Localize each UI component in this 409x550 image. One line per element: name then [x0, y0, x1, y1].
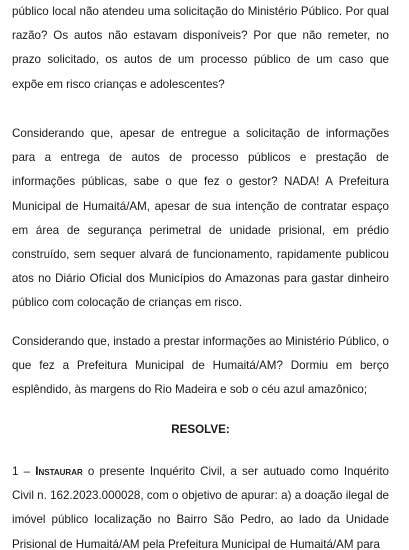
paragraph-3: Considerando que, instado a prestar informações ao Ministério Público, o que fez a Prefeitura Municipal de Humaitá/AM? Dormiu em berço esplêndido, às margens do Rio Madeira e sob o céu azul amazônico;	[12, 335, 390, 397]
paragraph-1: público local não atendeu uma solicitação do Ministério Público. Por qual razão? Os autos não estavam disponíveis? Por que não remeter, no prazo solicitado, os autos de um processo público de um caso que expõe em risco crianças e adolescentes?	[12, 5, 389, 91]
paragraph-2: Considerando que, apesar de entregue a solicitação de informações para a entrega de autos de processo públicos e prestação de informações públicas, sabe o que fez o gestor? NADA! A Prefeitura Municipal de Humaitá/AM, apesar de sua intenção de contratar espaço em área de segurança perimetral de unidade prisional, em prédio construído, sem sequer alvará de funcionamento, rapidamente publicou atos no Diário Oficial dos Municípios do Amazonas para gastar dinheiro público com colocação de crianças em risco.	[12, 127, 389, 310]
item-1-keyword: Instaurar	[35, 465, 83, 478]
item-1-text: o presente Inquérito Civil, a ser autuado como Inquérito Civil n. 162.2023.000028, com o objetivo de apurar: a) a doação ilegal de imóvel público localização no Bairro São Pedro, ao lado da Unidade Prisional de Humaitá/AM pela Prefeitura Municipal de Humaitá/AM para	[12, 465, 389, 550]
resolve-heading: RESOLVE:	[171, 423, 230, 436]
item-1-number: 1 –	[12, 465, 36, 478]
paragraph-item-1	[12, 460, 389, 550]
